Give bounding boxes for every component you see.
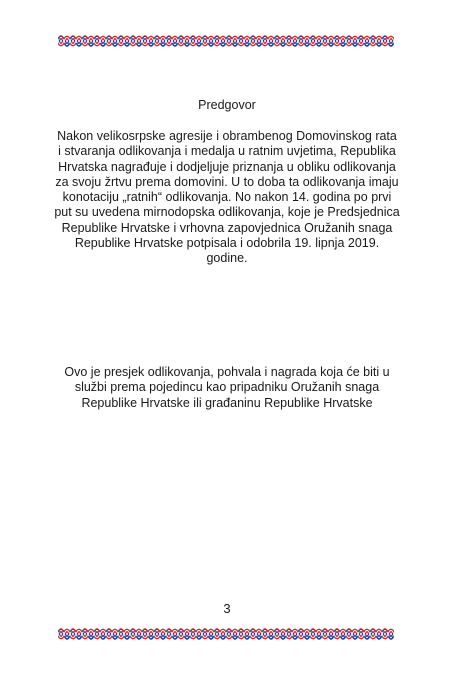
summary-paragraph <box>0 365 454 411</box>
paragraph-line: Republike Hrvatske ili građaninu Republike Hrvatske <box>81 395 373 410</box>
paragraph-line: za svoju žrtvu prema domovini. U to doba ta odlikovanja imaju <box>55 174 399 189</box>
paragraph-line: Hrvatska nagrađuje i dodjeljuje priznanja u obliku odlikovanja <box>58 159 396 174</box>
bottom-border-pattern <box>58 627 394 641</box>
top-border-pattern <box>58 34 394 48</box>
paragraph-line: Nakon velikosrpske agresije i obrambenog Domovinskog rata <box>57 129 397 143</box>
paragraph-line: službi prema pojedincu kao pripadniku Oružanih snaga <box>74 380 380 395</box>
paragraph-line: konotaciju „ratnih“ odlikovanja. No nakon 14. godina po prvi <box>62 190 392 205</box>
paragraph-line: Republike Hrvatske potpisala i odobrila 19. lipnja 2019. <box>74 236 380 251</box>
top-decorative-border <box>58 34 394 48</box>
page-number: 3 <box>223 601 231 616</box>
page-heading: Predgovor <box>198 98 256 112</box>
paragraph-line: Ovo je presjek odlikovanja, pohvala i nagrada koja će biti u <box>64 365 390 379</box>
paragraph-line: godine. <box>206 251 248 266</box>
paragraph-line: Republike Hrvatske i vrhovna zapovjednica Oružanih snaga <box>61 220 393 235</box>
paragraph-line: put su uvedena mirnodopska odlikovanja, koje je Predsjednica <box>54 205 400 220</box>
bottom-decorative-border <box>58 627 394 641</box>
paragraph-line: i stvaranja odlikovanja i medalja u ratnim uvjetima, Republika <box>58 144 396 159</box>
preface-paragraph <box>0 129 454 267</box>
